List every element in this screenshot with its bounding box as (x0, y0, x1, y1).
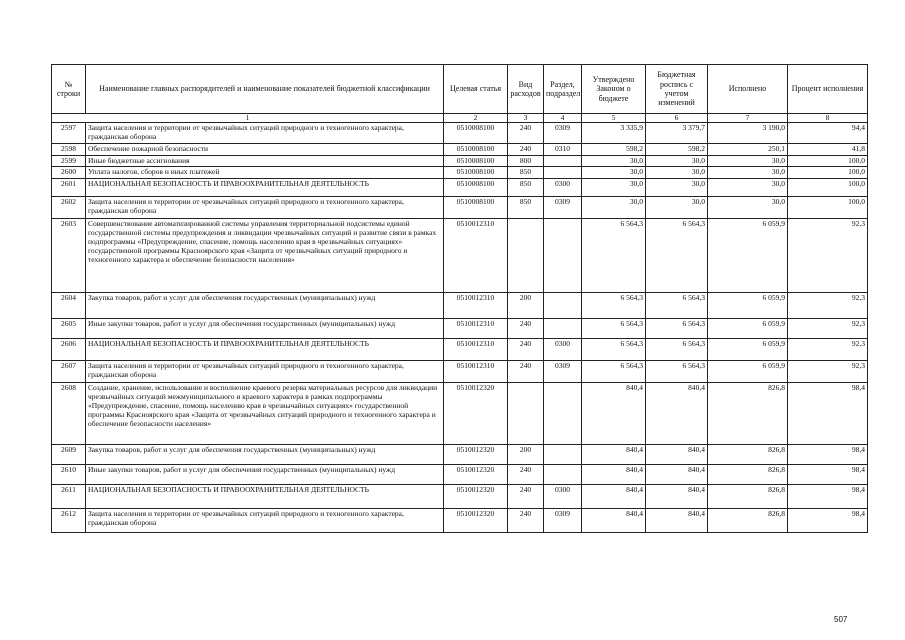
schedule-amount: 840,4 (646, 445, 708, 465)
column-number: 7 (708, 114, 788, 123)
column-number: 5 (582, 114, 646, 123)
table-row (52, 485, 868, 509)
execution-percent: 98,4 (788, 509, 868, 533)
header-percent: Процент исполнения (788, 65, 868, 114)
expense-kind: 240 (508, 143, 544, 155)
section-code: 0309 (544, 123, 582, 144)
table-row (52, 445, 868, 465)
execution-percent: 98,4 (788, 485, 868, 509)
approved-amount: 30,0 (582, 155, 646, 167)
header-section: Раздел, подраздел (544, 65, 582, 114)
approved-amount: 598,2 (582, 143, 646, 155)
row-number: 2607 (52, 361, 86, 383)
expense-kind (508, 383, 544, 445)
section-code: 0309 (544, 361, 582, 383)
expense-kind: 240 (508, 465, 544, 485)
execution-percent: 41,8 (788, 143, 868, 155)
page-number: 507 (834, 615, 848, 624)
approved-amount: 840,4 (582, 383, 646, 445)
executed-amount: 30,0 (708, 197, 788, 219)
row-name: Уплата налогов, сборов и иных платежей (86, 167, 444, 179)
approved-amount: 30,0 (582, 179, 646, 197)
executed-amount: 6 059,9 (708, 361, 788, 383)
header-row-number: № строки (52, 65, 86, 114)
target-article: 0510012320 (444, 383, 508, 445)
expense-kind: 240 (508, 361, 544, 383)
expense-kind: 850 (508, 179, 544, 197)
row-number: 2602 (52, 197, 86, 219)
table-row (52, 197, 868, 219)
target-article: 0510008100 (444, 123, 508, 144)
schedule-amount: 3 379,7 (646, 123, 708, 144)
approved-amount: 840,4 (582, 485, 646, 509)
row-number: 2601 (52, 179, 86, 197)
section-code (544, 319, 582, 339)
target-article: 0510012320 (444, 509, 508, 533)
approved-amount: 6 564,3 (582, 339, 646, 361)
expense-kind: 800 (508, 155, 544, 167)
execution-percent: 98,4 (788, 445, 868, 465)
target-article: 0510008100 (444, 179, 508, 197)
row-name: Иные закупки товаров, работ и услуг для обеспечения государственных (муниципальных) нужд (86, 319, 444, 339)
target-article: 0510012320 (444, 465, 508, 485)
row-name: НАЦИОНАЛЬНАЯ БЕЗОПАСНОСТЬ И ПРАВООХРАНИТЕЛЬНАЯ ДЕЯТЕЛЬНОСТЬ (86, 485, 444, 509)
expense-kind: 240 (508, 485, 544, 509)
row-name: НАЦИОНАЛЬНАЯ БЕЗОПАСНОСТЬ И ПРАВООХРАНИТЕЛЬНАЯ ДЕЯТЕЛЬНОСТЬ (86, 339, 444, 361)
target-article: 0510012310 (444, 319, 508, 339)
executed-amount: 250,1 (708, 143, 788, 155)
row-name: Защита населения и территории от чрезвычайных ситуаций природного и техногенного характера, гражданская оборона (86, 509, 444, 533)
column-numbers-row (52, 114, 868, 123)
approved-amount: 840,4 (582, 445, 646, 465)
expense-kind: 240 (508, 339, 544, 361)
schedule-amount: 6 564,3 (646, 339, 708, 361)
target-article: 0510008100 (444, 167, 508, 179)
row-name: Иные закупки товаров, работ и услуг для обеспечения государственных (муниципальных) нужд (86, 465, 444, 485)
column-number: 1 (52, 114, 444, 123)
table-row (52, 361, 868, 383)
row-number: 2612 (52, 509, 86, 533)
expense-kind: 850 (508, 167, 544, 179)
row-number: 2600 (52, 167, 86, 179)
executed-amount: 3 190,0 (708, 123, 788, 144)
expense-kind: 240 (508, 123, 544, 144)
target-article: 0510012320 (444, 445, 508, 465)
header-target-article: Целевая статья (444, 65, 508, 114)
section-code: 0300 (544, 339, 582, 361)
execution-percent: 100,0 (788, 179, 868, 197)
row-number: 2611 (52, 485, 86, 509)
schedule-amount: 6 564,3 (646, 293, 708, 319)
executed-amount: 6 059,9 (708, 293, 788, 319)
header-name: Наименование главных распорядителей и наименование показателей бюджетной классификации (86, 65, 444, 114)
approved-amount: 6 564,3 (582, 219, 646, 293)
section-code (544, 383, 582, 445)
section-code: 0300 (544, 179, 582, 197)
expense-kind: 240 (508, 319, 544, 339)
approved-amount: 30,0 (582, 167, 646, 179)
approved-amount: 6 564,3 (582, 293, 646, 319)
row-number: 2609 (52, 445, 86, 465)
execution-percent: 98,4 (788, 465, 868, 485)
schedule-amount: 30,0 (646, 197, 708, 219)
expense-kind: 850 (508, 197, 544, 219)
header-executed: Исполнено (708, 65, 788, 114)
section-code (544, 155, 582, 167)
execution-percent: 100,0 (788, 197, 868, 219)
section-code (544, 293, 582, 319)
section-code (544, 167, 582, 179)
row-number: 2597 (52, 123, 86, 144)
target-article: 0510012320 (444, 485, 508, 509)
table-row (52, 219, 868, 293)
row-number: 2606 (52, 339, 86, 361)
section-code (544, 445, 582, 465)
section-code: 0309 (544, 509, 582, 533)
executed-amount: 826,8 (708, 509, 788, 533)
approved-amount: 6 564,3 (582, 361, 646, 383)
target-article: 0510012310 (444, 219, 508, 293)
budget-execution-table (51, 64, 868, 533)
table-header-row (52, 65, 868, 114)
table-row (52, 143, 868, 155)
target-article: 0510012310 (444, 361, 508, 383)
execution-percent: 98,4 (788, 383, 868, 445)
executed-amount: 6 059,9 (708, 339, 788, 361)
column-number: 8 (788, 114, 868, 123)
header-expense-kind: Вид расходов (508, 65, 544, 114)
target-article: 0510008100 (444, 143, 508, 155)
row-number: 2608 (52, 383, 86, 445)
table-row (52, 179, 868, 197)
schedule-amount: 6 564,3 (646, 219, 708, 293)
table-row (52, 465, 868, 485)
row-number: 2603 (52, 219, 86, 293)
column-number: 2 (444, 114, 508, 123)
row-name: Совершенствование автоматизированной системы управления территориальной подсистемы единой государственной системы предупреждения и ликвидации чрезвычайных ситуаций и развитие связи в рамках подпрограммы «Предупреждение, спасение, помощь населению края в чрезвычайных ситуациях» государственной программы Красноярского края «Защита от чрезвычайных ситуаций природного и техногенного характера и обеспечение безопасности населения» (86, 219, 444, 293)
header-approved: Утверждено Законом о бюджете (582, 65, 646, 114)
table-row (52, 167, 868, 179)
schedule-amount: 30,0 (646, 179, 708, 197)
executed-amount: 826,8 (708, 465, 788, 485)
row-name: Защита населения и территории от чрезвычайных ситуаций природного и техногенного характера, гражданская оборона (86, 197, 444, 219)
executed-amount: 30,0 (708, 155, 788, 167)
row-number: 2599 (52, 155, 86, 167)
approved-amount: 6 564,3 (582, 319, 646, 339)
approved-amount: 840,4 (582, 509, 646, 533)
row-number: 2604 (52, 293, 86, 319)
approved-amount: 30,0 (582, 197, 646, 219)
row-name: Защита населения и территории от чрезвычайных ситуаций природного и техногенного характера, гражданская оборона (86, 361, 444, 383)
table-row (52, 319, 868, 339)
executed-amount: 826,8 (708, 485, 788, 509)
execution-percent: 92,3 (788, 319, 868, 339)
executed-amount: 30,0 (708, 179, 788, 197)
table-row (52, 293, 868, 319)
approved-amount: 840,4 (582, 465, 646, 485)
row-name: Иные бюджетные ассигнования (86, 155, 444, 167)
column-number: 4 (544, 114, 582, 123)
row-name: Защита населения и территории от чрезвычайных ситуаций природного и техногенного характера, гражданская оборона (86, 123, 444, 144)
execution-percent: 92,3 (788, 219, 868, 293)
schedule-amount: 840,4 (646, 485, 708, 509)
execution-percent: 92,3 (788, 339, 868, 361)
schedule-amount: 598,2 (646, 143, 708, 155)
schedule-amount: 30,0 (646, 155, 708, 167)
row-number: 2598 (52, 143, 86, 155)
row-name: Закупка товаров, работ и услуг для обеспечения государственных (муниципальных) нужд (86, 293, 444, 319)
section-code: 0300 (544, 485, 582, 509)
table-row (52, 155, 868, 167)
approved-amount: 3 335,9 (582, 123, 646, 144)
section-code (544, 465, 582, 485)
schedule-amount: 840,4 (646, 509, 708, 533)
schedule-amount: 30,0 (646, 167, 708, 179)
expense-kind: 200 (508, 445, 544, 465)
schedule-amount: 840,4 (646, 465, 708, 485)
table-row (52, 339, 868, 361)
table-body (52, 123, 868, 533)
section-code (544, 219, 582, 293)
executed-amount: 826,8 (708, 445, 788, 465)
target-article: 0510008100 (444, 155, 508, 167)
schedule-amount: 6 564,3 (646, 361, 708, 383)
row-name: Создание, хранение, использование и восполнение краевого резерва материальных ресурсов для ликвидации чрезвычайных ситуаций межмуниципального и краевого характера в рамках подпрограммы «Предупреждение, спасение, помощь населению края в чрезвычайных ситуациях» государственной программы Красноярского края «Защита от чрезвычайных ситуаций природного и техногенного характера и обеспечение безопасности населения» (86, 383, 444, 445)
row-number: 2605 (52, 319, 86, 339)
row-name: Закупка товаров, работ и услуг для обеспечения государственных (муниципальных) нужд (86, 445, 444, 465)
execution-percent: 92,3 (788, 293, 868, 319)
column-number: 6 (646, 114, 708, 123)
execution-percent: 100,0 (788, 155, 868, 167)
row-name: НАЦИОНАЛЬНАЯ БЕЗОПАСНОСТЬ И ПРАВООХРАНИТЕЛЬНАЯ ДЕЯТЕЛЬНОСТЬ (86, 179, 444, 197)
target-article: 0510008100 (444, 197, 508, 219)
target-article: 0510012310 (444, 339, 508, 361)
execution-percent: 100,0 (788, 167, 868, 179)
table-row (52, 383, 868, 445)
row-number: 2610 (52, 465, 86, 485)
column-number: 3 (508, 114, 544, 123)
expense-kind (508, 219, 544, 293)
target-article: 0510012310 (444, 293, 508, 319)
header-budget-schedule: Бюджетная роспись с учетом изменений (646, 65, 708, 114)
table-row (52, 123, 868, 144)
expense-kind: 240 (508, 509, 544, 533)
execution-percent: 94,4 (788, 123, 868, 144)
schedule-amount: 6 564,3 (646, 319, 708, 339)
table-row (52, 509, 868, 533)
executed-amount: 30,0 (708, 167, 788, 179)
expense-kind: 200 (508, 293, 544, 319)
section-code: 0309 (544, 197, 582, 219)
section-code: 0310 (544, 143, 582, 155)
executed-amount: 6 059,9 (708, 219, 788, 293)
schedule-amount: 840,4 (646, 383, 708, 445)
execution-percent: 92,3 (788, 361, 868, 383)
row-name: Обеспечение пожарной безопасности (86, 143, 444, 155)
executed-amount: 6 059,9 (708, 319, 788, 339)
executed-amount: 826,8 (708, 383, 788, 445)
